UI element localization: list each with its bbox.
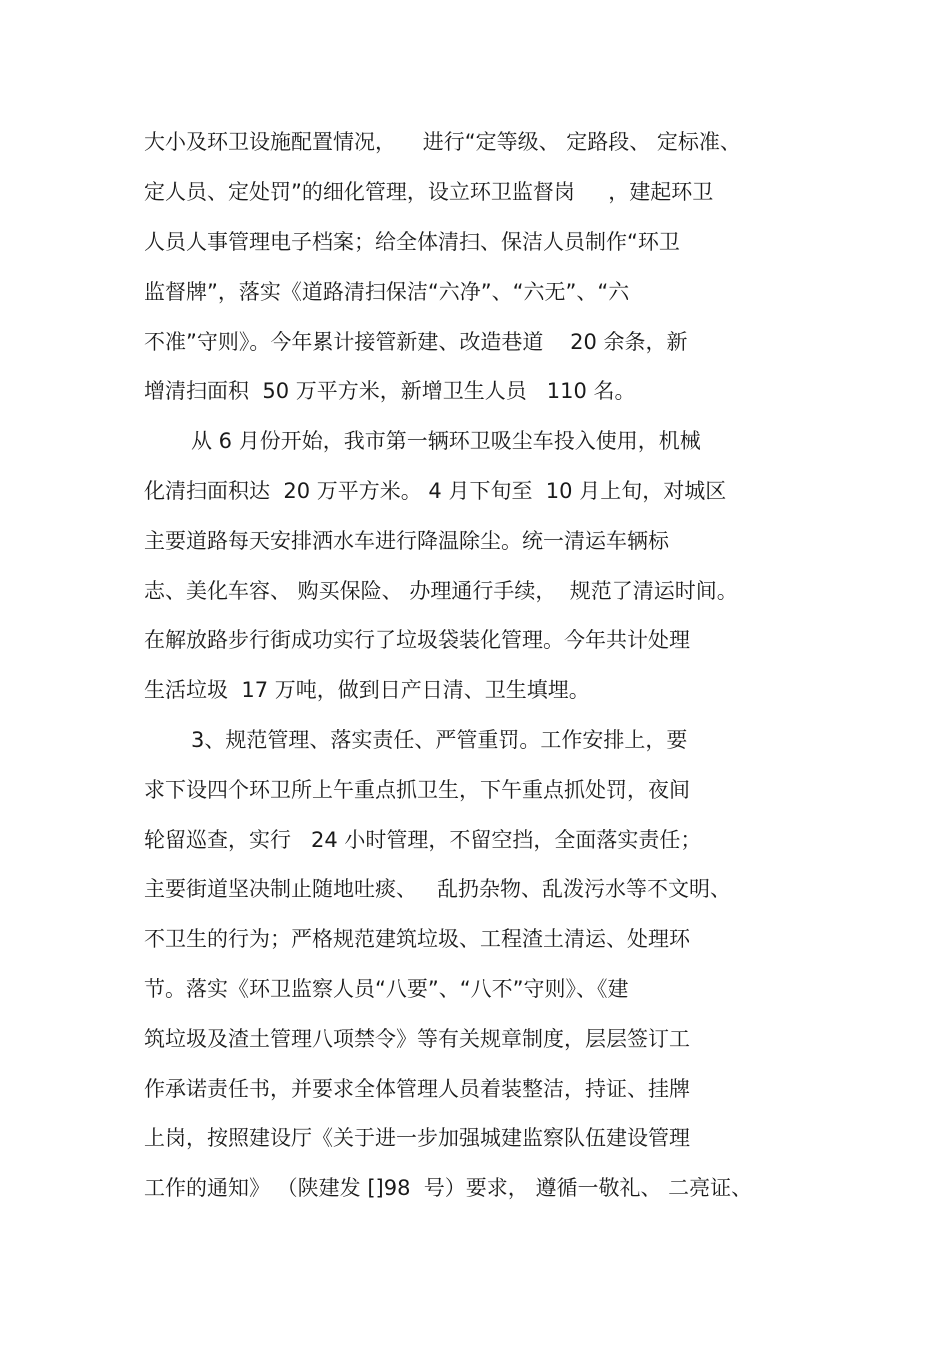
paragraph-first-line: 3、规范管理、落实责任、严管重罚。工作安排上，要	[191, 728, 688, 752]
text-line: 在解放路步行街成功实行了垃圾袋装化管理。今年共计处理	[144, 628, 690, 652]
text-line: 节。落实《环卫监察人员“八要”、“八不”守则》、《建	[144, 977, 629, 1001]
text-line: 增清扫面积 50 万平方米，新增卫生人员 110 名。	[144, 379, 636, 403]
text-line: 工作的通知》 （陕建发 []98 号）要求， 遵循一敬礼、 二亮证、	[144, 1176, 753, 1200]
text-line: 作承诺责任书，并要求全体管理人员着装整洁，持证、挂牌	[144, 1077, 690, 1101]
text-line: 人员人事管理电子档案；给全体清扫、保洁人员制作“环卫	[144, 230, 680, 254]
text-line: 大小及环卫设施配置情况， 进行“定等级、 定路段、 定标准、	[144, 130, 741, 154]
text-line: 监督牌”，落实《道路清扫保洁“六净”、“六无”、“六	[144, 280, 630, 304]
text-line: 化清扫面积达 20 万平方米。 4 月下旬至 10 月上旬，对城区	[144, 479, 727, 503]
text-line: 不准”守则》。今年累计接管新建、改造巷道 20 余条，新	[144, 330, 688, 354]
text-line: 主要道路每天安排洒水车进行降温除尘。统一清运车辆标	[144, 529, 669, 553]
text-line: 志、美化车容、 购买保险、 办理通行手续， 规范了清运时间。	[144, 579, 738, 603]
text-line: 轮留巡查，实行 24 小时管理，不留空挡，全面落实责任；	[144, 828, 702, 852]
text-line: 不卫生的行为；严格规范建筑垃圾、工程渣土清运、处理环	[144, 927, 690, 951]
text-line: 主要街道坚决制止随地吐痰、 乱扔杂物、乱泼污水等不文明、	[144, 877, 732, 901]
text-line: 上岗，按照建设厅《关于进一步加强城建监察队伍建设管理	[144, 1126, 690, 1150]
text-line: 求下设四个环卫所上午重点抓卫生，下午重点抓处罚，夜间	[144, 778, 690, 802]
text-line: 定人员、定处罚”的细化管理，设立环卫监督岗 ，建起环卫	[144, 180, 714, 204]
text-line: 生活垃圾 17 万吨，做到日产日清、卫生填埋。	[144, 678, 590, 702]
paragraph-first-line: 从 6 月份开始，我市第一辆环卫吸尘车投入使用，机械	[191, 429, 701, 453]
text-line: 筑垃圾及渣土管理八项禁令》等有关规章制度，层层签订工	[144, 1027, 690, 1051]
